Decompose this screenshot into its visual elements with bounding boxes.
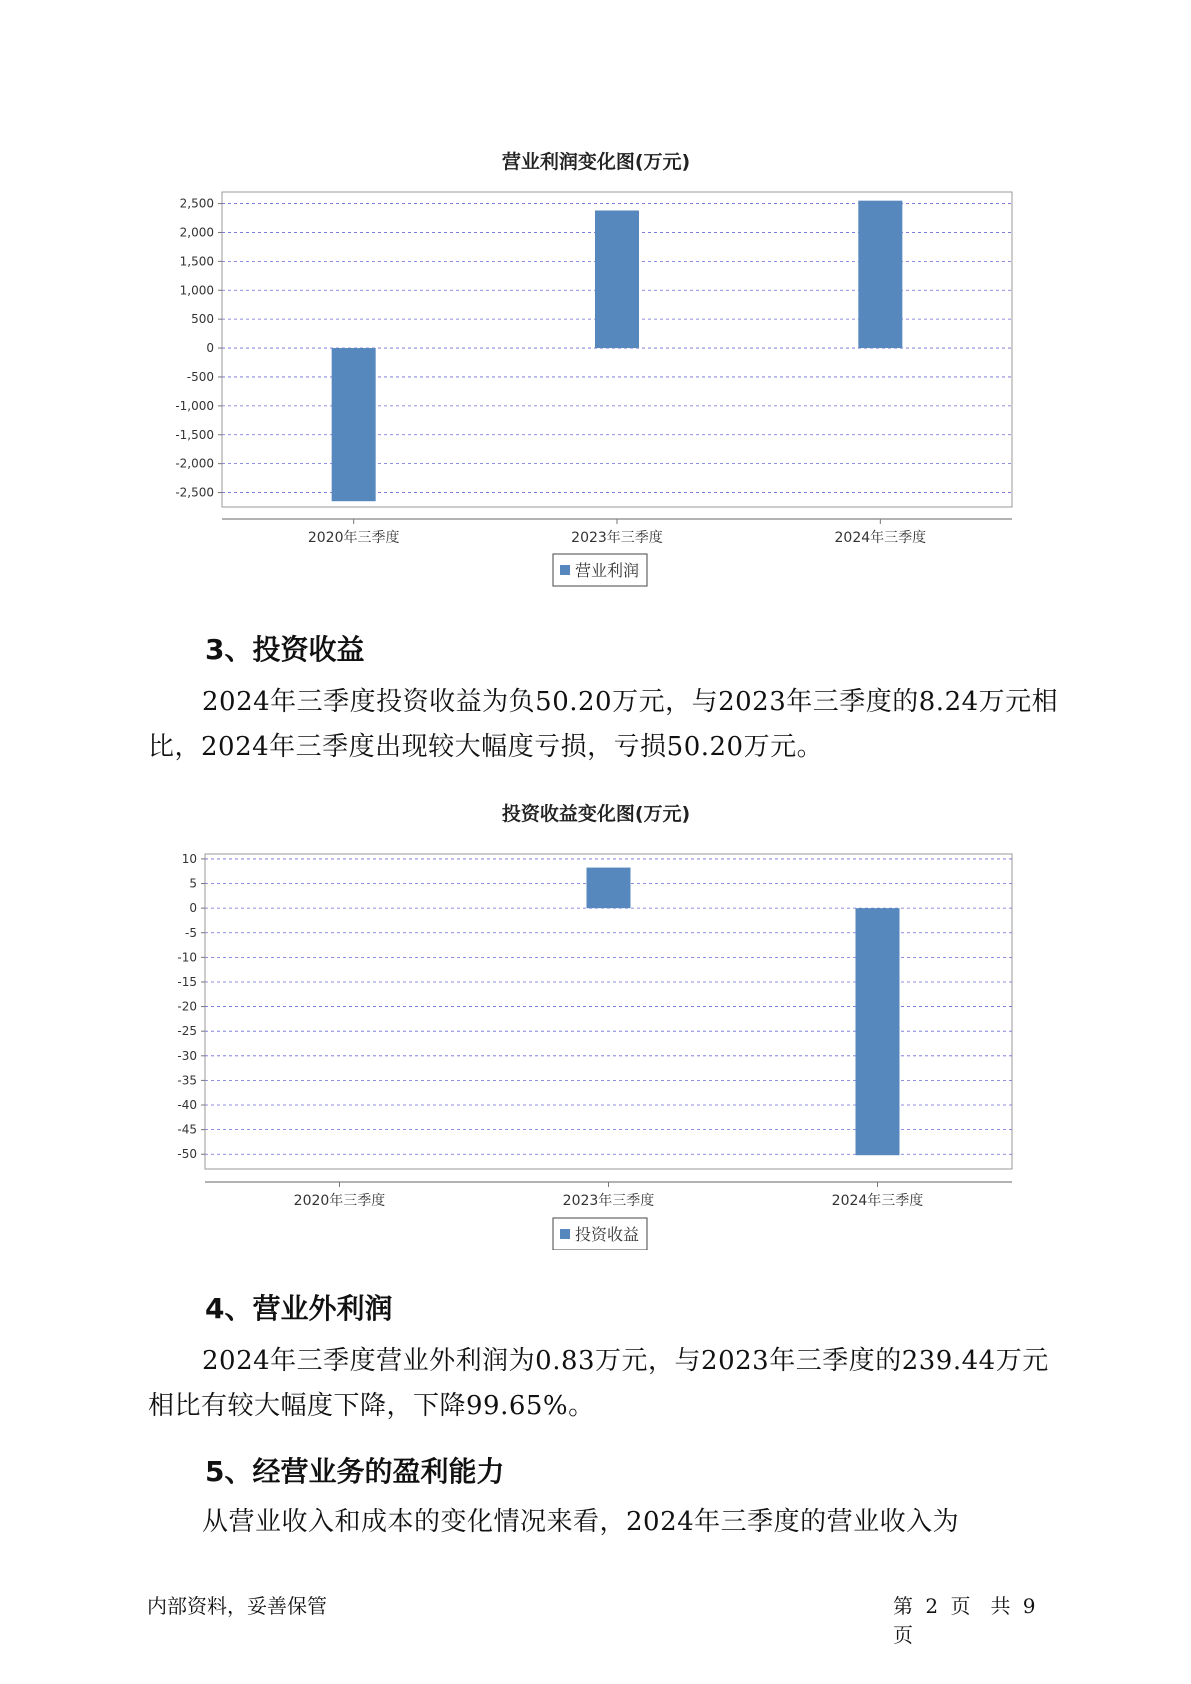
section-3-text: 2024年三季度投资收益为负50.20万元，与2023年三季度的8.24万元相比，2024年三季度出现较大幅度亏损，亏损50.20万元。 xyxy=(148,687,1059,762)
y-tick-label: -10 xyxy=(177,950,197,965)
y-tick-label: -50 xyxy=(177,1147,197,1162)
chart-title: 投资收益变化图(万元) xyxy=(501,803,691,825)
operating-profit-chart xyxy=(0,0,1191,610)
y-tick-label: 0 xyxy=(189,901,197,916)
y-tick-label: 10 xyxy=(181,851,197,866)
y-tick-label: -40 xyxy=(177,1098,197,1113)
y-tick-label: -30 xyxy=(177,1048,197,1063)
y-tick-label: -20 xyxy=(177,999,197,1014)
y-tick-label: 500 xyxy=(191,312,214,327)
x-tick-label: 2023年三季度 xyxy=(571,530,663,546)
y-tick-label: -15 xyxy=(177,974,197,989)
x-tick-label: 2020年三季度 xyxy=(307,530,400,546)
x-tick-label: 2024年三季度 xyxy=(834,530,927,546)
y-tick-label: -2,500 xyxy=(175,485,214,500)
section-4-heading: 4、营业外利润 xyxy=(205,1292,393,1325)
y-tick-label: 1,500 xyxy=(179,254,214,269)
section-5-text: 从营业收入和成本的变化情况来看，2024年三季度的营业收入为 xyxy=(202,1507,960,1537)
footer-page-number: 第 2 页 共 9 页 xyxy=(893,1594,1036,1647)
y-tick-label: -1,500 xyxy=(175,427,214,442)
y-tick-label: 1,000 xyxy=(179,283,214,298)
bar-2 xyxy=(587,868,631,909)
y-tick-label: 5 xyxy=(189,876,197,891)
y-tick-label: 0 xyxy=(206,341,214,356)
y-tick-label: 2,500 xyxy=(179,196,214,211)
bar-3 xyxy=(856,908,900,1155)
x-tick-label: 2023年三季度 xyxy=(562,1193,655,1209)
legend-label: 营业利润 xyxy=(575,561,640,580)
bar-1 xyxy=(332,348,376,501)
y-tick-label: -500 xyxy=(186,369,214,384)
y-tick-label: -45 xyxy=(177,1122,197,1137)
footer-confidential-note: 内部资料，妥善保管 xyxy=(147,1594,327,1618)
bar-3 xyxy=(858,201,902,348)
section-5-heading: 5、经营业务的盈利能力 xyxy=(205,1455,505,1488)
bar-2 xyxy=(595,210,639,348)
y-tick-label: -2,000 xyxy=(175,456,214,471)
y-tick-label: -5 xyxy=(185,925,197,940)
investment-income-chart-svg xyxy=(0,790,1191,1250)
y-tick-label: -1,000 xyxy=(175,398,214,413)
y-tick-label: -25 xyxy=(177,1024,197,1039)
operating-profit-chart-svg xyxy=(0,0,1191,610)
investment-income-chart xyxy=(0,790,1191,1250)
chart-title: 营业利润变化图(万元) xyxy=(501,151,691,173)
y-tick-label: -35 xyxy=(177,1073,197,1088)
legend-label: 投资收益 xyxy=(575,1225,640,1244)
section-4-text: 2024年三季度营业外利润为0.83万元，与2023年三季度的239.44万元相比有较大幅度下降，下降99.65%。 xyxy=(148,1346,1049,1421)
y-tick-label: 2,000 xyxy=(179,225,214,240)
legend-swatch xyxy=(560,565,570,575)
legend-swatch xyxy=(560,1229,570,1239)
section-3-heading: 3、投资收益 xyxy=(205,633,365,666)
x-tick-label: 2024年三季度 xyxy=(831,1193,924,1209)
x-tick-label: 2020年三季度 xyxy=(293,1193,386,1209)
